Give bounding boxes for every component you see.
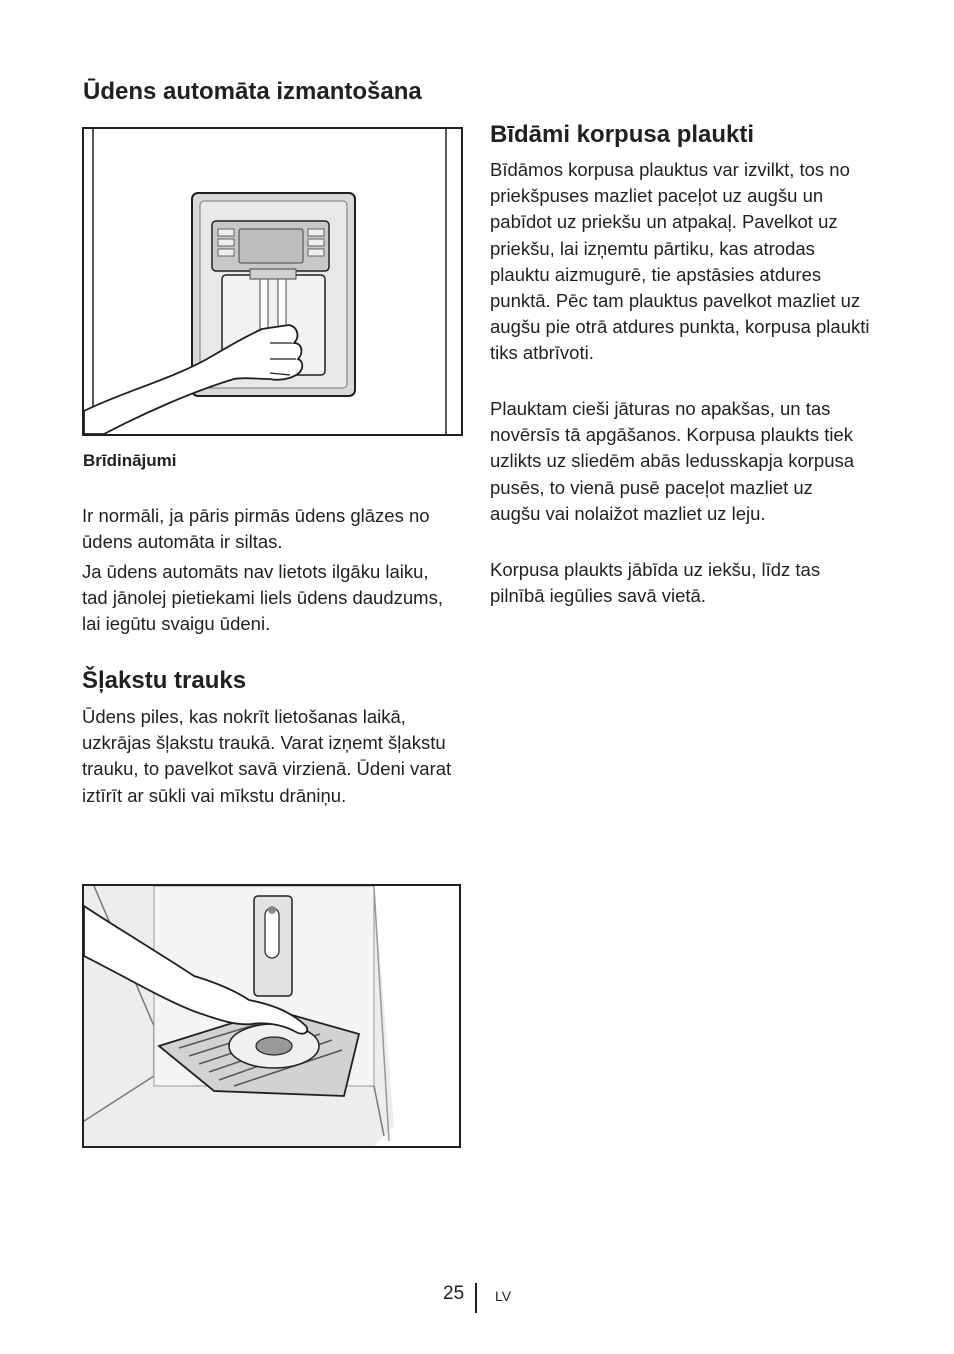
- dispenser-illustration: [82, 127, 463, 436]
- sliding-shelves-paragraph-1: Bīdāmos korpusa plauktus var izvilkt, tos no priekšpuses mazliet paceļot uz augšu un pabīdot uz priekšu un atpakaļ. Pavelkot uz priekšu, lai izņemtu pārtiku, kas atrodas plauktu aizmugurē, tie apstāsies atdures punktā. Pēc tam plauktus pavelkot mazliet uz augšu pie otrā atdures punkta, korpusa plaukti tiks atbrīvoti.: [490, 159, 870, 364]
- sliding-shelves-paragraph-3: Korpusa plaukts jābīda uz iekšu, līdz tas pilnībā iegūlies savā vietā.: [490, 559, 821, 607]
- drip-tray-drawing: [84, 886, 459, 1146]
- sliding-shelves-heading: Bīdāmi korpusa plaukti: [490, 121, 755, 148]
- dispenser-drawing: [84, 129, 461, 434]
- sliding-shelves-paragraph-2: Plauktam cieši jāturas no apakšas, un tas novērsīs tā apgāšanos. Korpusa plaukts tiek uzlikts uz sliedēm abās ledusskapja korpusa pusēs, to vienā pusē paceļot mazliet uz augšu vai nolaižot mazliet uz leju.: [490, 398, 855, 524]
- language-code: LV: [495, 1288, 512, 1304]
- page-number: 25: [443, 1283, 465, 1304]
- drip-tray-illustration: [82, 884, 461, 1148]
- warnings-label: Brīdinājumi: [83, 451, 177, 470]
- drip-tray-paragraph: Ūdens piles, kas nokrīt lietošanas laikā, uzkrājas šļakstu traukā. Varat izņemt šļakstu trauku, to pavelkot savā virzienā. Ūdeni varat iztīrīt ar sūkli vai mīkstu drāniņu.: [82, 706, 452, 806]
- warning-paragraph-1: Ir normāli, ja pāris pirmās ūdens glāzes no ūdens automāta ir siltas.: [82, 505, 430, 553]
- warning-paragraph-2: Ja ūdens automāts nav lietots ilgāku laiku, tad jānolej pietiekami liels ūdens daudzums, lai iegūtu svaigu ūdeni.: [82, 561, 443, 635]
- footer-divider: [475, 1283, 477, 1313]
- drip-tray-heading: Šļakstu trauks: [82, 667, 247, 694]
- page-title: Ūdens automāta izmantošana: [83, 78, 422, 105]
